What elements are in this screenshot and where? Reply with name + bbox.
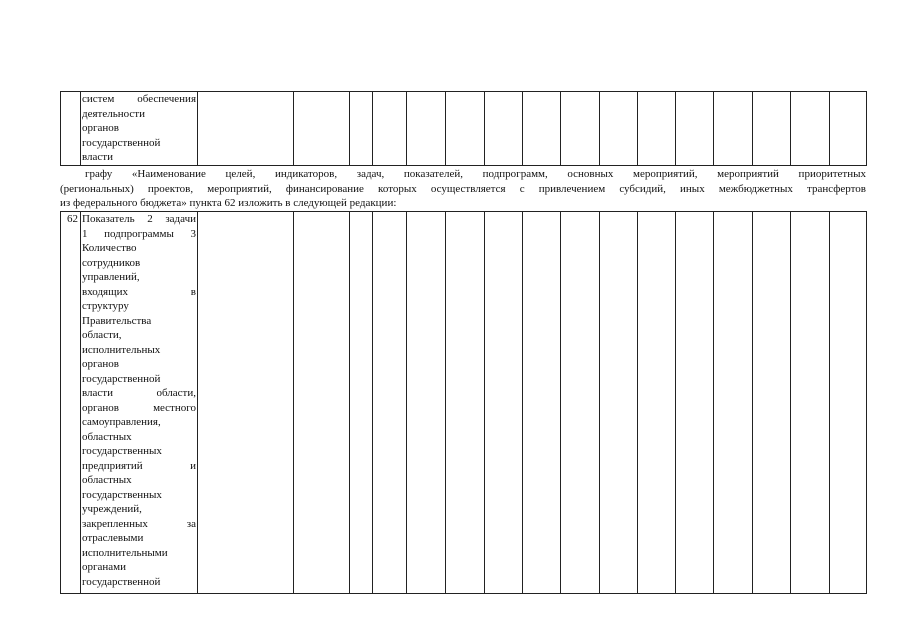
data-cell — [638, 212, 676, 594]
cell-text-line — [82, 517, 196, 532]
cell-text-line — [82, 107, 196, 122]
data-cell — [446, 212, 485, 594]
cell-text-line — [82, 121, 196, 136]
data-cell — [600, 212, 638, 594]
data-cell — [294, 212, 350, 594]
cell-word: в — [190, 285, 196, 298]
cell-word: и — [190, 459, 196, 472]
cell-text-line — [82, 444, 196, 459]
paragraph-line: графу «Наименование целей, индикаторов, задач, показателей, подпрограмм, основных мероприятий, мероприятий приоритетных — [85, 168, 866, 180]
cell-word: предприятий — [82, 459, 143, 472]
cell-word: органов — [82, 122, 119, 134]
cell-text-line — [82, 150, 196, 165]
cell-word: задачи — [165, 213, 196, 225]
row-number-cell — [61, 92, 81, 166]
cell-text-line — [82, 386, 196, 401]
cell-text-line — [82, 328, 196, 343]
data-cell — [485, 212, 523, 594]
cell-word: областных — [82, 474, 132, 486]
table-top — [60, 91, 867, 166]
cell-word: исполнительными — [82, 546, 168, 559]
cell-text-line — [82, 502, 196, 517]
data-cell — [714, 212, 753, 594]
data-cell — [830, 92, 867, 166]
cell-word: сотрудников — [82, 256, 141, 269]
data-cell — [523, 212, 561, 594]
data-cell — [294, 92, 350, 166]
data-cell — [561, 212, 600, 594]
instruction-paragraph — [60, 167, 866, 211]
cell-word: области, — [156, 387, 196, 399]
cell-word: 3 — [190, 227, 196, 240]
cell-word: государственной — [82, 575, 161, 588]
cell-text-line — [82, 270, 196, 285]
data-cell — [485, 92, 523, 166]
table-bottom — [60, 211, 867, 594]
cell-word: Количество — [82, 242, 137, 254]
cell-text-line — [82, 415, 196, 430]
cell-word: 2 — [147, 213, 153, 225]
cell-word: местного — [153, 401, 196, 414]
cell-word: власти — [82, 151, 113, 163]
table-row — [61, 92, 867, 166]
cell-text-line — [82, 92, 196, 107]
data-cell — [198, 92, 294, 166]
cell-text-line — [82, 546, 196, 561]
data-cell — [350, 212, 373, 594]
data-cell — [373, 212, 407, 594]
data-cell — [714, 92, 753, 166]
data-cell — [791, 92, 830, 166]
data-cell — [561, 92, 600, 166]
row-number-cell: 62 — [61, 212, 81, 594]
cell-word: отраслевыми — [82, 532, 144, 544]
cell-text-line — [82, 430, 196, 445]
cell-word: Показатель — [82, 213, 135, 225]
data-cell — [350, 92, 373, 166]
cell-text-line — [82, 488, 196, 503]
cell-word: органов — [82, 358, 119, 370]
data-cell — [600, 92, 638, 166]
cell-word: государственных — [82, 488, 162, 501]
cell-text-line — [82, 531, 196, 546]
cell-word: управлений, — [82, 271, 140, 283]
cell-word: закрепленных — [82, 517, 148, 530]
cell-text-line — [82, 256, 196, 271]
cell-word: структуру — [82, 300, 129, 312]
data-cell — [830, 212, 867, 594]
cell-text-line — [82, 372, 196, 387]
cell-word: Правительства — [82, 314, 152, 327]
data-cell — [638, 92, 676, 166]
cell-word: самоуправления, — [82, 416, 161, 428]
cell-word: 1 — [82, 227, 88, 240]
cell-word: систем — [82, 93, 115, 105]
cell-text-line — [82, 560, 196, 575]
cell-word: обеспечения — [137, 93, 196, 105]
cell-word: входящих — [82, 285, 128, 298]
cell-word: государственной — [82, 136, 161, 149]
cell-word: органов — [82, 401, 119, 414]
cell-text-line — [82, 299, 196, 314]
data-cell — [676, 92, 714, 166]
cell-text-line — [82, 575, 196, 590]
cell-text-line — [82, 343, 196, 358]
data-cell — [523, 92, 561, 166]
cell-word: учреждений, — [82, 503, 142, 515]
cell-word: государственной — [82, 372, 161, 385]
cell-word: областных — [82, 430, 132, 443]
data-cell — [676, 212, 714, 594]
cell-text-line — [82, 473, 196, 488]
cell-text-line — [82, 227, 196, 242]
data-cell — [791, 212, 830, 594]
cell-word: органами — [82, 561, 127, 573]
cell-text-line — [82, 136, 196, 151]
cell-text-line — [82, 285, 196, 300]
name-cell — [81, 92, 198, 166]
data-cell — [407, 92, 446, 166]
data-cell — [753, 92, 791, 166]
table-row — [61, 212, 867, 594]
cell-word: исполнительных — [82, 343, 161, 356]
cell-text-line — [82, 241, 196, 256]
cell-text-line — [82, 314, 196, 329]
cell-word: деятельности — [82, 107, 145, 120]
cell-text-line — [82, 401, 196, 416]
paragraph-line: (региональных) проектов, мероприятий, финансирование которых осуществляется с привлечением субсидий, иных межбюджетных трансфертов — [60, 182, 866, 195]
cell-text-line — [82, 212, 196, 227]
cell-word: власти — [82, 387, 113, 399]
data-cell — [407, 212, 446, 594]
paragraph-line: из федерального бюджета» пункта 62 изложить в следующей редакции: — [60, 197, 397, 209]
cell-word: государственных — [82, 445, 162, 457]
data-cell — [753, 212, 791, 594]
cell-text-line — [82, 459, 196, 474]
cell-word: за — [186, 517, 196, 530]
name-cell — [81, 212, 198, 594]
data-cell — [198, 212, 294, 594]
cell-word: области, — [82, 329, 122, 341]
cell-word: подпрограммы — [104, 227, 174, 240]
cell-text-line — [82, 357, 196, 372]
data-cell — [373, 92, 407, 166]
data-cell — [446, 92, 485, 166]
